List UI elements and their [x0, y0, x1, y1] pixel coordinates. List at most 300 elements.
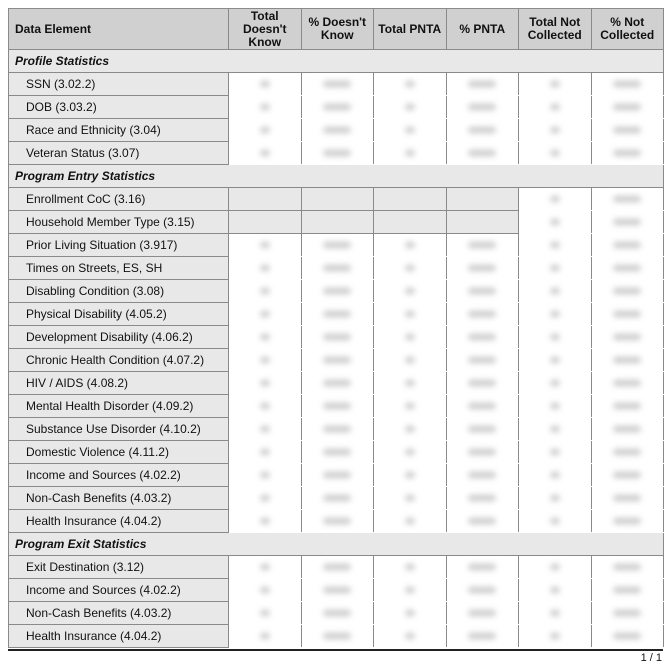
redacted-value-cell: [301, 326, 374, 349]
blurred-value: [323, 403, 351, 410]
blurred-value: [550, 380, 560, 387]
table-row: [9, 188, 664, 211]
redacted-value-cell: [229, 234, 302, 257]
blurred-value: [405, 426, 415, 433]
blurred-value: [613, 127, 641, 134]
table-row: [9, 579, 664, 602]
table-row: [9, 142, 664, 165]
blurred-value: [260, 288, 270, 295]
data-element-label: HIV / AIDS (4.08.2): [9, 372, 229, 395]
blurred-value: [260, 81, 270, 88]
redacted-value-cell: [446, 303, 519, 326]
blurred-value: [468, 127, 496, 134]
redacted-value-cell: [229, 257, 302, 280]
blurred-value: [468, 242, 496, 249]
redacted-value-cell: [519, 326, 592, 349]
redacted-value-cell: [374, 441, 447, 464]
data-quality-table: [8, 8, 664, 648]
section-row: [9, 50, 664, 73]
blurred-value: [613, 242, 641, 249]
blurred-value: [260, 334, 270, 341]
redacted-value-cell: [591, 441, 664, 464]
table-row: [9, 556, 664, 579]
redacted-value-cell: [301, 119, 374, 142]
redacted-value-cell: [591, 510, 664, 533]
redacted-value-cell: [446, 96, 519, 119]
blurred-value: [260, 403, 270, 410]
redacted-value-cell: [519, 303, 592, 326]
redacted-value-cell: [374, 211, 447, 234]
blurred-value: [323, 150, 351, 157]
data-element-label: Chronic Health Condition (4.07.2): [9, 349, 229, 372]
blurred-value: [260, 242, 270, 249]
redacted-value-cell: [374, 280, 447, 303]
data-element-label: Non-Cash Benefits (4.03.2): [9, 487, 229, 510]
blurred-value: [613, 104, 641, 111]
blurred-value: [323, 311, 351, 318]
redacted-value-cell: [591, 303, 664, 326]
redacted-value-cell: [301, 188, 374, 211]
table-row: [9, 257, 664, 280]
redacted-value-cell: [591, 625, 664, 648]
redacted-value-cell: [229, 395, 302, 418]
data-element-label: Times on Streets, ES, SH: [9, 257, 229, 280]
redacted-value-cell: [519, 487, 592, 510]
redacted-value-cell: [591, 556, 664, 579]
redacted-value-cell: [229, 464, 302, 487]
redacted-value-cell: [374, 142, 447, 165]
redacted-value-cell: [446, 73, 519, 96]
blurred-value: [550, 357, 560, 364]
redacted-value-cell: [519, 418, 592, 441]
redacted-value-cell: [301, 349, 374, 372]
redacted-value-cell: [446, 280, 519, 303]
redacted-value-cell: [301, 556, 374, 579]
redacted-value-cell: [591, 464, 664, 487]
table-row: [9, 510, 664, 533]
table-row: [9, 234, 664, 257]
blurred-value: [260, 357, 270, 364]
redacted-value-cell: [229, 303, 302, 326]
blurred-value: [550, 242, 560, 249]
blurred-value: [323, 587, 351, 594]
data-element-label: Household Member Type (3.15): [9, 211, 229, 234]
blurred-value: [550, 265, 560, 272]
blurred-value: [550, 472, 560, 479]
blurred-value: [550, 288, 560, 295]
redacted-value-cell: [301, 372, 374, 395]
blurred-value: [468, 288, 496, 295]
table-row: [9, 418, 664, 441]
redacted-value-cell: [374, 119, 447, 142]
data-element-label: Exit Destination (3.12): [9, 556, 229, 579]
blurred-value: [468, 81, 496, 88]
blurred-value: [323, 127, 351, 134]
blurred-value: [260, 449, 270, 456]
blurred-value: [323, 472, 351, 479]
blurred-value: [260, 472, 270, 479]
data-element-label: SSN (3.02.2): [9, 73, 229, 96]
redacted-value-cell: [446, 188, 519, 211]
redacted-value-cell: [446, 211, 519, 234]
blurred-value: [550, 127, 560, 134]
table-row: [9, 464, 664, 487]
blurred-value: [468, 311, 496, 318]
table-row: [9, 441, 664, 464]
table-row: [9, 487, 664, 510]
section-title: Program Exit Statistics: [9, 533, 664, 556]
header-row: [9, 9, 664, 50]
redacted-value-cell: [591, 257, 664, 280]
blurred-value: [468, 449, 496, 456]
redacted-value-cell: [519, 556, 592, 579]
data-element-label: Race and Ethnicity (3.04): [9, 119, 229, 142]
redacted-value-cell: [301, 303, 374, 326]
redacted-value-cell: [519, 142, 592, 165]
blurred-value: [550, 426, 560, 433]
redacted-value-cell: [591, 73, 664, 96]
section-row: [9, 533, 664, 556]
table-row: [9, 326, 664, 349]
blurred-value: [613, 334, 641, 341]
blurred-value: [550, 196, 560, 203]
blurred-value: [613, 610, 641, 617]
redacted-value-cell: [446, 234, 519, 257]
redacted-value-cell: [301, 73, 374, 96]
redacted-value-cell: [229, 418, 302, 441]
blurred-value: [260, 104, 270, 111]
redacted-value-cell: [591, 188, 664, 211]
redacted-value-cell: [229, 441, 302, 464]
blurred-value: [323, 104, 351, 111]
redacted-value-cell: [446, 556, 519, 579]
blurred-value: [468, 380, 496, 387]
blurred-value: [613, 380, 641, 387]
redacted-value-cell: [446, 326, 519, 349]
redacted-value-cell: [591, 96, 664, 119]
blurred-value: [550, 219, 560, 226]
header-pct-pnta: % PNTA: [446, 9, 519, 50]
redacted-value-cell: [519, 602, 592, 625]
redacted-value-cell: [374, 579, 447, 602]
header-pct-doesnt-know: % Doesn't Know: [301, 9, 374, 50]
blurred-value: [260, 380, 270, 387]
blurred-value: [613, 81, 641, 88]
redacted-value-cell: [301, 510, 374, 533]
data-element-label: Non-Cash Benefits (4.03.2): [9, 602, 229, 625]
header-data-element: Data Element: [9, 9, 229, 50]
redacted-value-cell: [229, 487, 302, 510]
redacted-value-cell: [446, 487, 519, 510]
blurred-value: [405, 633, 415, 640]
redacted-value-cell: [446, 119, 519, 142]
redacted-value-cell: [229, 119, 302, 142]
section-title: Profile Statistics: [9, 50, 664, 73]
redacted-value-cell: [591, 119, 664, 142]
blurred-value: [550, 449, 560, 456]
redacted-value-cell: [519, 441, 592, 464]
blurred-value: [613, 219, 641, 226]
redacted-value-cell: [446, 579, 519, 602]
redacted-value-cell: [229, 510, 302, 533]
redacted-value-cell: [301, 142, 374, 165]
blurred-value: [550, 495, 560, 502]
redacted-value-cell: [229, 556, 302, 579]
redacted-value-cell: [519, 395, 592, 418]
blurred-value: [550, 150, 560, 157]
redacted-value-cell: [591, 211, 664, 234]
redacted-value-cell: [374, 556, 447, 579]
blurred-value: [468, 518, 496, 525]
blurred-value: [323, 334, 351, 341]
blurred-value: [550, 104, 560, 111]
data-element-label: Development Disability (4.06.2): [9, 326, 229, 349]
blurred-value: [405, 334, 415, 341]
blurred-value: [468, 495, 496, 502]
blurred-value: [405, 104, 415, 111]
blurred-value: [468, 403, 496, 410]
blurred-value: [405, 242, 415, 249]
blurred-value: [323, 426, 351, 433]
data-element-label: Veteran Status (3.07): [9, 142, 229, 165]
blurred-value: [405, 564, 415, 571]
blurred-value: [613, 564, 641, 571]
data-element-label: Income and Sources (4.02.2): [9, 464, 229, 487]
redacted-value-cell: [301, 234, 374, 257]
redacted-value-cell: [446, 418, 519, 441]
blurred-value: [613, 495, 641, 502]
redacted-value-cell: [591, 579, 664, 602]
table-row: [9, 625, 664, 648]
blurred-value: [323, 265, 351, 272]
table-row: [9, 280, 664, 303]
blurred-value: [613, 426, 641, 433]
blurred-value: [405, 472, 415, 479]
table-row: [9, 602, 664, 625]
redacted-value-cell: [229, 188, 302, 211]
blurred-value: [405, 265, 415, 272]
blurred-value: [260, 426, 270, 433]
redacted-value-cell: [229, 349, 302, 372]
blurred-value: [550, 610, 560, 617]
header-pct-not-collected: % Not Collected: [591, 9, 664, 50]
header-total-not-collected: Total Not Collected: [519, 9, 592, 50]
redacted-value-cell: [374, 234, 447, 257]
redacted-value-cell: [519, 280, 592, 303]
blurred-value: [468, 610, 496, 617]
blurred-value: [613, 196, 641, 203]
redacted-value-cell: [374, 510, 447, 533]
blurred-value: [613, 150, 641, 157]
redacted-value-cell: [229, 73, 302, 96]
redacted-value-cell: [519, 349, 592, 372]
blurred-value: [468, 104, 496, 111]
section-title: Program Entry Statistics: [9, 165, 664, 188]
blurred-value: [405, 518, 415, 525]
blurred-value: [550, 587, 560, 594]
blurred-value: [260, 587, 270, 594]
blurred-value: [405, 495, 415, 502]
redacted-value-cell: [519, 211, 592, 234]
redacted-value-cell: [591, 395, 664, 418]
redacted-value-cell: [301, 579, 374, 602]
blurred-value: [468, 150, 496, 157]
redacted-value-cell: [374, 303, 447, 326]
blurred-value: [405, 127, 415, 134]
blurred-value: [550, 518, 560, 525]
redacted-value-cell: [301, 441, 374, 464]
redacted-value-cell: [446, 464, 519, 487]
redacted-value-cell: [374, 625, 447, 648]
blurred-value: [323, 380, 351, 387]
redacted-value-cell: [519, 625, 592, 648]
redacted-value-cell: [519, 119, 592, 142]
redacted-value-cell: [301, 257, 374, 280]
blurred-value: [613, 449, 641, 456]
redacted-value-cell: [301, 625, 374, 648]
redacted-value-cell: [229, 372, 302, 395]
blurred-value: [405, 610, 415, 617]
redacted-value-cell: [591, 326, 664, 349]
redacted-value-cell: [591, 142, 664, 165]
blurred-value: [323, 610, 351, 617]
redacted-value-cell: [519, 96, 592, 119]
redacted-value-cell: [591, 418, 664, 441]
blurred-value: [260, 311, 270, 318]
data-element-label: Disabling Condition (3.08): [9, 280, 229, 303]
blurred-value: [613, 403, 641, 410]
table-row: [9, 395, 664, 418]
table-row: [9, 211, 664, 234]
header-total-doesnt-know: Total Doesn't Know: [229, 9, 302, 50]
blurred-value: [405, 449, 415, 456]
blurred-value: [405, 403, 415, 410]
blurred-value: [550, 81, 560, 88]
table-row: [9, 119, 664, 142]
table-row: [9, 303, 664, 326]
redacted-value-cell: [591, 372, 664, 395]
redacted-value-cell: [374, 464, 447, 487]
redacted-value-cell: [374, 418, 447, 441]
blurred-value: [468, 472, 496, 479]
blurred-value: [550, 403, 560, 410]
blurred-value: [468, 357, 496, 364]
redacted-value-cell: [374, 257, 447, 280]
redacted-value-cell: [301, 464, 374, 487]
redacted-value-cell: [301, 395, 374, 418]
blurred-value: [550, 633, 560, 640]
blurred-value: [613, 518, 641, 525]
table-row: [9, 372, 664, 395]
redacted-value-cell: [374, 73, 447, 96]
blurred-value: [613, 472, 641, 479]
redacted-value-cell: [229, 602, 302, 625]
redacted-value-cell: [374, 188, 447, 211]
blurred-value: [405, 81, 415, 88]
blurred-value: [405, 150, 415, 157]
redacted-value-cell: [446, 441, 519, 464]
redacted-value-cell: [301, 602, 374, 625]
blurred-value: [613, 311, 641, 318]
redacted-value-cell: [446, 257, 519, 280]
data-element-label: Physical Disability (4.05.2): [9, 303, 229, 326]
redacted-value-cell: [519, 372, 592, 395]
blurred-value: [260, 495, 270, 502]
redacted-value-cell: [446, 349, 519, 372]
blurred-value: [260, 610, 270, 617]
data-element-label: Substance Use Disorder (4.10.2): [9, 418, 229, 441]
section-row: [9, 165, 664, 188]
table-row: [9, 73, 664, 96]
redacted-value-cell: [591, 487, 664, 510]
redacted-value-cell: [229, 326, 302, 349]
blurred-value: [323, 242, 351, 249]
data-element-label: Enrollment CoC (3.16): [9, 188, 229, 211]
blurred-value: [468, 334, 496, 341]
blurred-value: [260, 150, 270, 157]
blurred-value: [613, 288, 641, 295]
table-row: [9, 96, 664, 119]
table-row: [9, 349, 664, 372]
blurred-value: [405, 380, 415, 387]
blurred-value: [550, 334, 560, 341]
blurred-value: [468, 633, 496, 640]
redacted-value-cell: [229, 579, 302, 602]
redacted-value-cell: [374, 487, 447, 510]
redacted-value-cell: [374, 326, 447, 349]
blurred-value: [468, 564, 496, 571]
redacted-value-cell: [229, 625, 302, 648]
redacted-value-cell: [519, 188, 592, 211]
blurred-value: [405, 587, 415, 594]
data-element-label: Health Insurance (4.04.2): [9, 510, 229, 533]
blurred-value: [405, 311, 415, 318]
redacted-value-cell: [374, 395, 447, 418]
blurred-value: [260, 265, 270, 272]
blurred-value: [550, 311, 560, 318]
blurred-value: [260, 633, 270, 640]
blurred-value: [613, 633, 641, 640]
redacted-value-cell: [301, 418, 374, 441]
data-element-label: DOB (3.03.2): [9, 96, 229, 119]
blurred-value: [323, 288, 351, 295]
data-element-label: Health Insurance (4.04.2): [9, 625, 229, 648]
blurred-value: [260, 564, 270, 571]
redacted-value-cell: [519, 257, 592, 280]
blurred-value: [323, 564, 351, 571]
blurred-value: [613, 357, 641, 364]
redacted-value-cell: [374, 96, 447, 119]
blurred-value: [323, 357, 351, 364]
redacted-value-cell: [374, 602, 447, 625]
blurred-value: [550, 564, 560, 571]
data-element-label: Domestic Violence (4.11.2): [9, 441, 229, 464]
blurred-value: [468, 587, 496, 594]
blurred-value: [260, 518, 270, 525]
redacted-value-cell: [446, 602, 519, 625]
redacted-value-cell: [446, 625, 519, 648]
blurred-value: [468, 265, 496, 272]
redacted-value-cell: [229, 280, 302, 303]
blurred-value: [323, 81, 351, 88]
blurred-value: [613, 265, 641, 272]
redacted-value-cell: [519, 73, 592, 96]
redacted-value-cell: [519, 234, 592, 257]
redacted-value-cell: [591, 234, 664, 257]
redacted-value-cell: [374, 349, 447, 372]
redacted-value-cell: [229, 211, 302, 234]
blurred-value: [323, 495, 351, 502]
